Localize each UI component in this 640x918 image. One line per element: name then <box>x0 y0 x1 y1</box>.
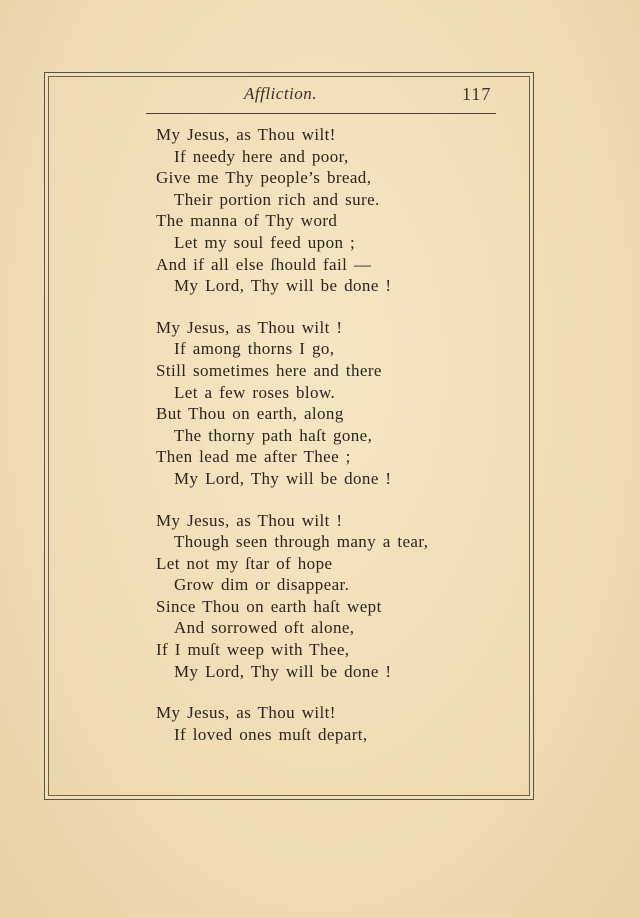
running-header-title: Affliction. <box>244 84 318 103</box>
poem-line: My Jesus, as Thou wilt! <box>156 703 336 723</box>
poem-line: My Lord, Thy will be done ! <box>174 661 392 681</box>
poem-line: Let not my ſtar of hope <box>156 553 333 573</box>
header-rule <box>146 113 496 114</box>
poem-line: My Jesus, as Thou wilt! <box>156 125 336 144</box>
poem-line: If I muſt weep with Thee, <box>156 640 350 660</box>
poem-stanza <box>156 510 526 683</box>
poem-line: Still sometimes here and there <box>156 360 382 380</box>
poem-line: My Lord, Thy will be done ! <box>174 468 392 488</box>
poem-line: Their portion rich and sure. <box>174 189 380 209</box>
poem-line: If among thorns I go, <box>174 339 335 359</box>
poem-stanza <box>156 702 526 745</box>
poem-line: And if all else ſhould fail — <box>156 254 372 274</box>
poem-line: But Thou on earth, along <box>156 404 344 424</box>
poem-line: My Jesus, as Thou wilt ! <box>156 510 343 530</box>
poem-body <box>156 124 526 765</box>
poem-stanza <box>156 317 526 490</box>
poem-line: Then lead me after Thee ; <box>156 447 351 467</box>
poem-line: If loved ones muſt depart, <box>174 724 368 744</box>
poem-line: Let a few roses blow. <box>174 382 336 402</box>
poem-line: My Jesus, as Thou wilt ! <box>156 317 343 337</box>
poem-line: Give me Thy people’s bread, <box>156 168 372 188</box>
poem-stanza <box>156 124 526 297</box>
poem-line: My Lord, Thy will be done ! <box>174 276 392 296</box>
poem-line: Let my soul feed upon ; <box>174 232 356 252</box>
poem-line: Since Thou on earth haſt wept <box>156 596 382 616</box>
poem-line: If needy here and poor, <box>174 146 349 166</box>
poem-line: Grow dim or disappear. <box>174 575 350 595</box>
poem-line: The thorny path haſt gone, <box>174 425 373 445</box>
poem-line: The manna of Thy word <box>156 211 338 231</box>
page-number: 117 <box>462 84 492 104</box>
poem-line: And sorrowed oft alone, <box>174 618 355 638</box>
poem-line: Though seen through many a tear, <box>174 532 429 552</box>
